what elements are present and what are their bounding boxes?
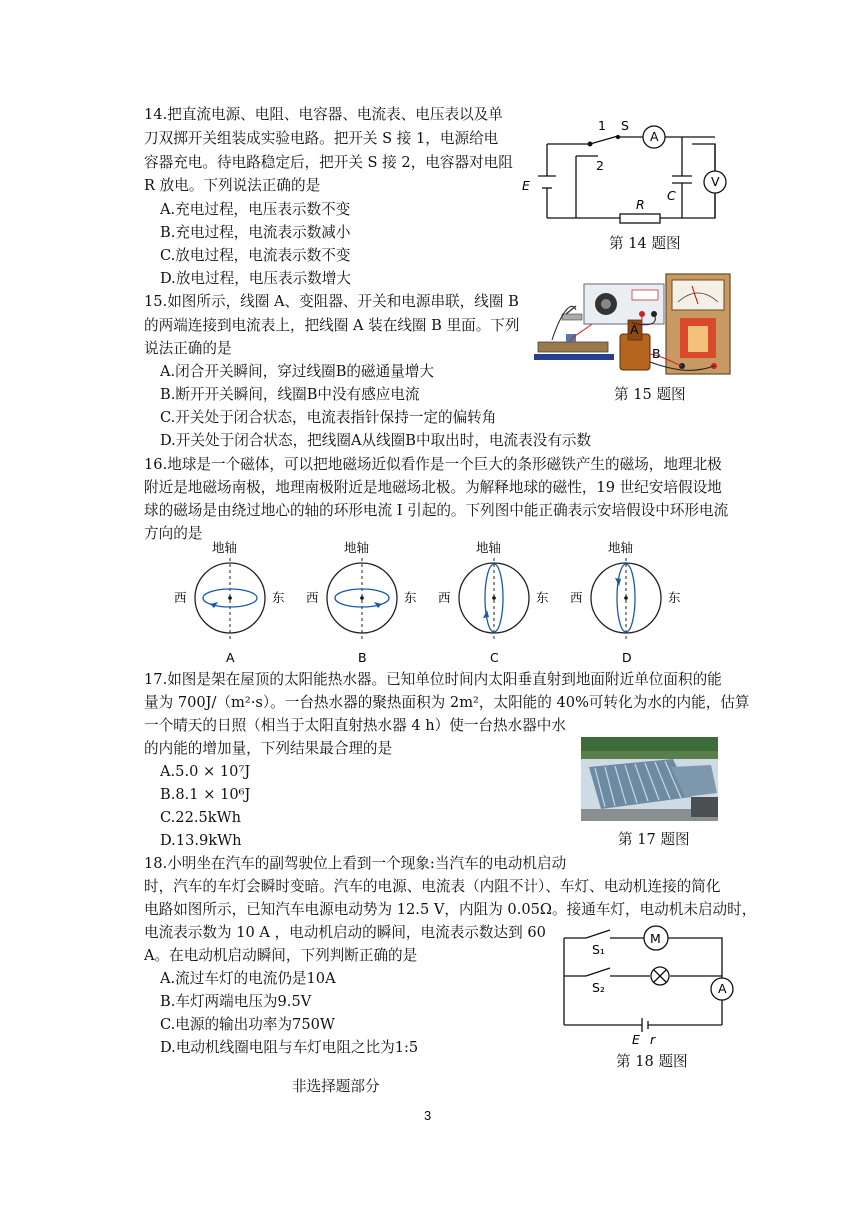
q14-option-a: A.充电过程，电压表示数不变 (160, 201, 351, 218)
q15-line-2: 的两端连接到电流表上，把线圈 A 装在线圈 B 里面。下列 (144, 317, 520, 334)
q18-line-3: 电路如图所示，已知汽车电源电动势为 12.5 V，内阻为 0.05Ω。接通车灯，电动机未启动时， (144, 901, 757, 918)
q17-line-1: 17.如图是架在屋顶的太阳能热水器。已知单位时间内太阳垂直射到地面附近单位面积的能 (144, 671, 722, 688)
q16-a-east-label: 东 (272, 590, 285, 605)
q14-line-4: R 放电。下列说法正确的是 (144, 177, 321, 194)
q17-caption: 第 17 题图 (618, 831, 690, 848)
q15-apparatus-photo (532, 270, 732, 380)
q16-c-axis-label: 地轴 (476, 540, 502, 555)
q14-option-d: D.放电过程，电压表示数增大 (160, 270, 351, 287)
q18-option-a: A.流过车灯的电流仍是10A (160, 970, 336, 987)
q18-circuit-diagram (552, 920, 742, 1050)
q14-label-s: S (621, 118, 629, 133)
q18-e-label: E (632, 1032, 640, 1047)
q16-figure-c (432, 538, 562, 668)
q16-d-west-label: 西 (570, 590, 583, 605)
q15-option-b: B.断开开关瞬间，线圈B中没有感应电流 (160, 386, 420, 403)
q18-ammeter-label: A (718, 981, 727, 996)
q18-line-4: 电流表示数为 10 A ，电动机启动的瞬间，电流表示数达到 60 (144, 924, 546, 941)
q16-figure-b (300, 538, 430, 668)
section-title: 非选择题部分 (292, 1078, 380, 1095)
q16-a-west-label: 西 (174, 590, 187, 605)
q15-line-3: 说法正确的是 (144, 340, 232, 357)
q16-c-letter: C (490, 650, 499, 665)
q15-line-1: 15.如图所示，线圈 A、变阻器、开关和电源串联，线圈 B (144, 293, 519, 310)
q16-b-west-label: 西 (306, 590, 319, 605)
q18-option-c: C.电源的输出功率为750W (160, 1016, 335, 1033)
q16-a-letter: A (226, 650, 235, 665)
q17-option-a: A.5.0 × 10⁷J (160, 763, 251, 780)
q16-a-axis-label: 地轴 (212, 540, 238, 555)
q14-label-c: C (667, 188, 676, 203)
q16-line-2: 附近是地磁场南极，地理南极附近是地磁场北极。为解释地球的磁性，19 世纪安培假设地 (144, 479, 722, 496)
q18-line-2: 时，汽车的车灯会瞬时变暗。汽车的电源、电流表（内阻不计）、车灯、电动机连接的简化 (144, 878, 721, 895)
q18-option-b: B.车灯两端电压为9.5V (160, 993, 312, 1010)
q16-line-3: 球的磁场是由绕过地心的轴的环形电流 I 引起的。下列图中能正确表示安培假设中环形电流 (144, 502, 729, 519)
q18-s1-label: S₁ (592, 942, 605, 957)
q18-caption: 第 18 题图 (616, 1053, 688, 1070)
q17-solar-heater-photo (581, 737, 718, 821)
q14-label-r: R (636, 197, 645, 212)
q14-label-e: E (522, 178, 530, 193)
page-number: 3 (424, 1108, 432, 1123)
q14-option-b: B.充电过程，电流表示数减小 (160, 224, 351, 241)
q17-line-3: 一个晴天的日照（相当于太阳直射热水器 4 h）使一台热水器中水 (144, 717, 566, 734)
q16-figure-d (564, 538, 694, 668)
q15-option-d: D.开关处于闭合状态，把线圈A从线圈B中取出时，电流表没有示数 (160, 432, 592, 449)
q14-ammeter-label: A (650, 129, 659, 144)
q16-b-axis-label: 地轴 (344, 540, 370, 555)
q16-line-4: 方向的是 (144, 525, 203, 542)
q16-d-letter: D (622, 650, 632, 665)
q18-option-d: D.电动机线圈电阻与车灯电阻之比为1:5 (160, 1039, 419, 1056)
q16-d-axis-label: 地轴 (608, 540, 634, 555)
q14-line-2: 刀双掷开关组装成实验电路。把开关 S 接 1，电源给电 (144, 130, 499, 147)
q16-d-east-label: 东 (668, 590, 681, 605)
q15-caption: 第 15 题图 (614, 386, 686, 403)
q15-option-a: A.闭合开关瞬间，穿过线圈B的磁通量增大 (160, 363, 434, 380)
q14-label-2: 2 (596, 158, 604, 173)
q14-option-c: C.放电过程，电流表示数不变 (160, 247, 351, 264)
q14-line-1: 14.把直流电源、电阻、电容器、电流表、电压表以及单 (144, 106, 503, 123)
q18-line-1: 18.小明坐在汽车的副驾驶位上看到一个现象:当汽车的电动机启动 (144, 855, 567, 872)
q18-r-label: r (650, 1032, 656, 1047)
q14-voltmeter-label: V (711, 174, 720, 189)
q16-b-letter: B (358, 650, 367, 665)
q16-b-east-label: 东 (404, 590, 417, 605)
q18-line-5: A。在电动机启动瞬间，下列判断正确的是 (144, 947, 418, 964)
q16-c-west-label: 西 (438, 590, 451, 605)
q17-line-4: 的内能的增加量，下列结果最合理的是 (144, 740, 393, 757)
q16-figure-a (168, 538, 298, 668)
q14-line-3: 容器充电。待电路稳定后，把开关 S 接 2，电容器对电阻 (144, 154, 513, 171)
q15-coil-b-label: B (652, 346, 661, 361)
q17-option-c: C.22.5kWh (160, 809, 242, 826)
q18-s2-label: S₂ (592, 980, 605, 995)
q18-motor-label: M (650, 931, 661, 946)
q14-circuit-diagram (510, 118, 740, 228)
q17-option-b: B.8.1 × 10⁶J (160, 786, 251, 803)
q17-option-d: D.13.9kWh (160, 832, 242, 849)
q16-c-east-label: 东 (536, 590, 549, 605)
q15-option-c: C.开关处于闭合状态，电流表指针保持一定的偏转角 (160, 409, 497, 426)
q15-coil-a-label: A (630, 322, 639, 337)
q14-caption: 第 14 题图 (609, 235, 681, 252)
q14-label-1: 1 (598, 118, 606, 133)
q17-line-2: 量为 700J/（m²·s）。一台热水器的聚热面积为 2m²，太阳能的 40%可转化为水的内能，估算 (144, 694, 750, 711)
q16-line-1: 16.地球是一个磁体，可以把地磁场近似看作是一个巨大的条形磁铁产生的磁场，地理北极 (144, 456, 722, 473)
